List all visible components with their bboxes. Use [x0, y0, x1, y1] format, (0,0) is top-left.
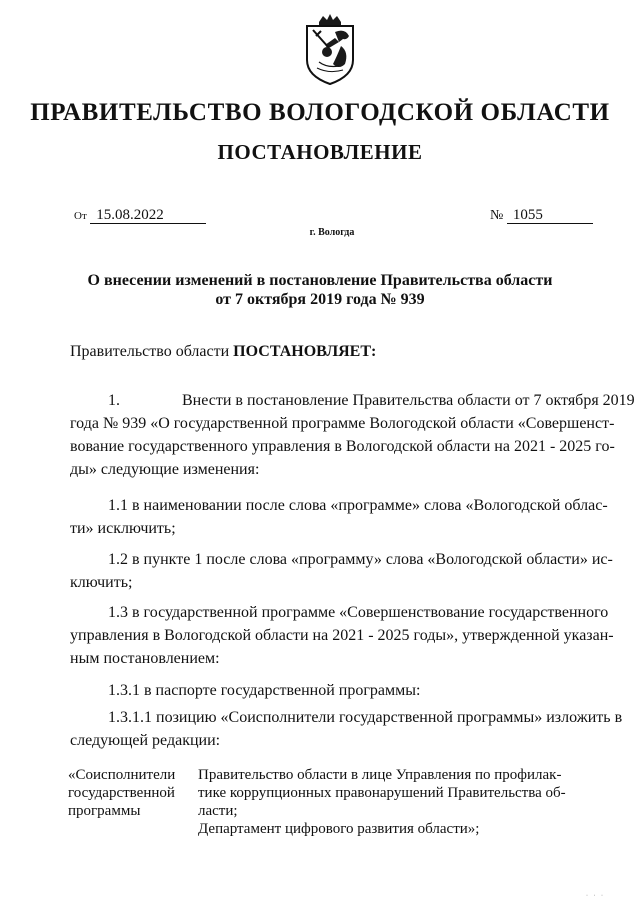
paragraph-line: 1.2 в пункте 1 после слова «программу» слова «Вологодской области» ис-	[108, 551, 613, 568]
paragraph-1-3-1	[70, 679, 600, 702]
paragraph-1-3-1-1	[70, 706, 623, 752]
paragraph-line: ды» следующие изменения:	[70, 461, 260, 478]
resolve-prefix: Правительство области	[70, 343, 234, 360]
paragraph-1	[70, 389, 635, 481]
table-cell-line: тике коррупционных правонарушений Правительства об-	[198, 785, 566, 801]
paragraph-line: 1.1 в наименовании после слова «программе» слова «Вологодской облас-	[108, 497, 608, 514]
date-value: 15.08.2022	[90, 207, 206, 224]
scan-artifact: · · ·	[586, 893, 605, 899]
date-line	[74, 207, 206, 224]
number-value: 1055	[507, 207, 593, 224]
document-type: ПОСТАНОВЛЕНИЕ	[217, 140, 423, 164]
paragraph-line: 1.3.1 в паспорте государственной программы:	[108, 682, 421, 699]
table-cell-line: Правительство области в лице Управления по профилак-	[198, 767, 562, 783]
government-title: ПРАВИТЕЛЬСТВО ВОЛОГОДСКОЙ ОБЛАСТИ	[30, 99, 610, 126]
paragraph-line: управления в Вологодской области на 2021 - 2025 годы», утвержденной указан-	[70, 627, 614, 644]
paragraph-line: ным постановлением:	[70, 650, 220, 667]
paragraph-line: 1.3 в государственной программе «Совершенствование государственного	[108, 604, 609, 621]
table-cell-line: Департамент цифрового развития области»;	[198, 821, 480, 837]
number-label: №	[490, 208, 504, 223]
paragraph-line: года № 939 «О государственной программе Вологодской области «Совершенст-	[70, 415, 615, 432]
paragraph-line: ключить;	[70, 574, 133, 591]
table-cell-line: государственной	[68, 785, 175, 801]
subject-line: от 7 октября 2019 года № 939	[215, 291, 425, 308]
table-right-cell	[198, 766, 598, 838]
table-cell-line: программы	[68, 803, 141, 819]
number-line	[490, 207, 593, 224]
paragraph-line: вование государственного управления в Вологодской области на 2021 - 2025 го-	[70, 438, 615, 455]
resolve-line	[70, 343, 376, 361]
city-label: г. Вологда	[309, 227, 355, 238]
paragraph-1-2	[70, 548, 613, 594]
coat-of-arms-icon	[299, 12, 361, 86]
paragraph-line: 1.3.1.1 позицию «Соисполнители государственной программы» изложить в	[108, 709, 623, 726]
paragraph-line: ти» исключить;	[70, 520, 176, 537]
subject-heading	[0, 271, 640, 309]
date-label: От	[74, 210, 87, 222]
paragraph-line: следующей редакции:	[70, 732, 221, 749]
table-left-cell	[68, 766, 188, 820]
table-cell-line: «Соисполнители	[68, 767, 176, 783]
paragraph-1-1	[70, 494, 608, 540]
item-number: 1.	[108, 392, 120, 409]
table-cell-line: ласти;	[198, 803, 238, 819]
subject-line: О внесении изменений в постановление Правительства области	[87, 272, 553, 289]
resolve-keyword: ПОСТАНОВЛЯЕТ:	[233, 343, 377, 360]
paragraph-1-3	[70, 601, 614, 670]
paragraph-line: 1. Внести в постановление Правительства области от 7 октября 2019	[70, 389, 600, 412]
